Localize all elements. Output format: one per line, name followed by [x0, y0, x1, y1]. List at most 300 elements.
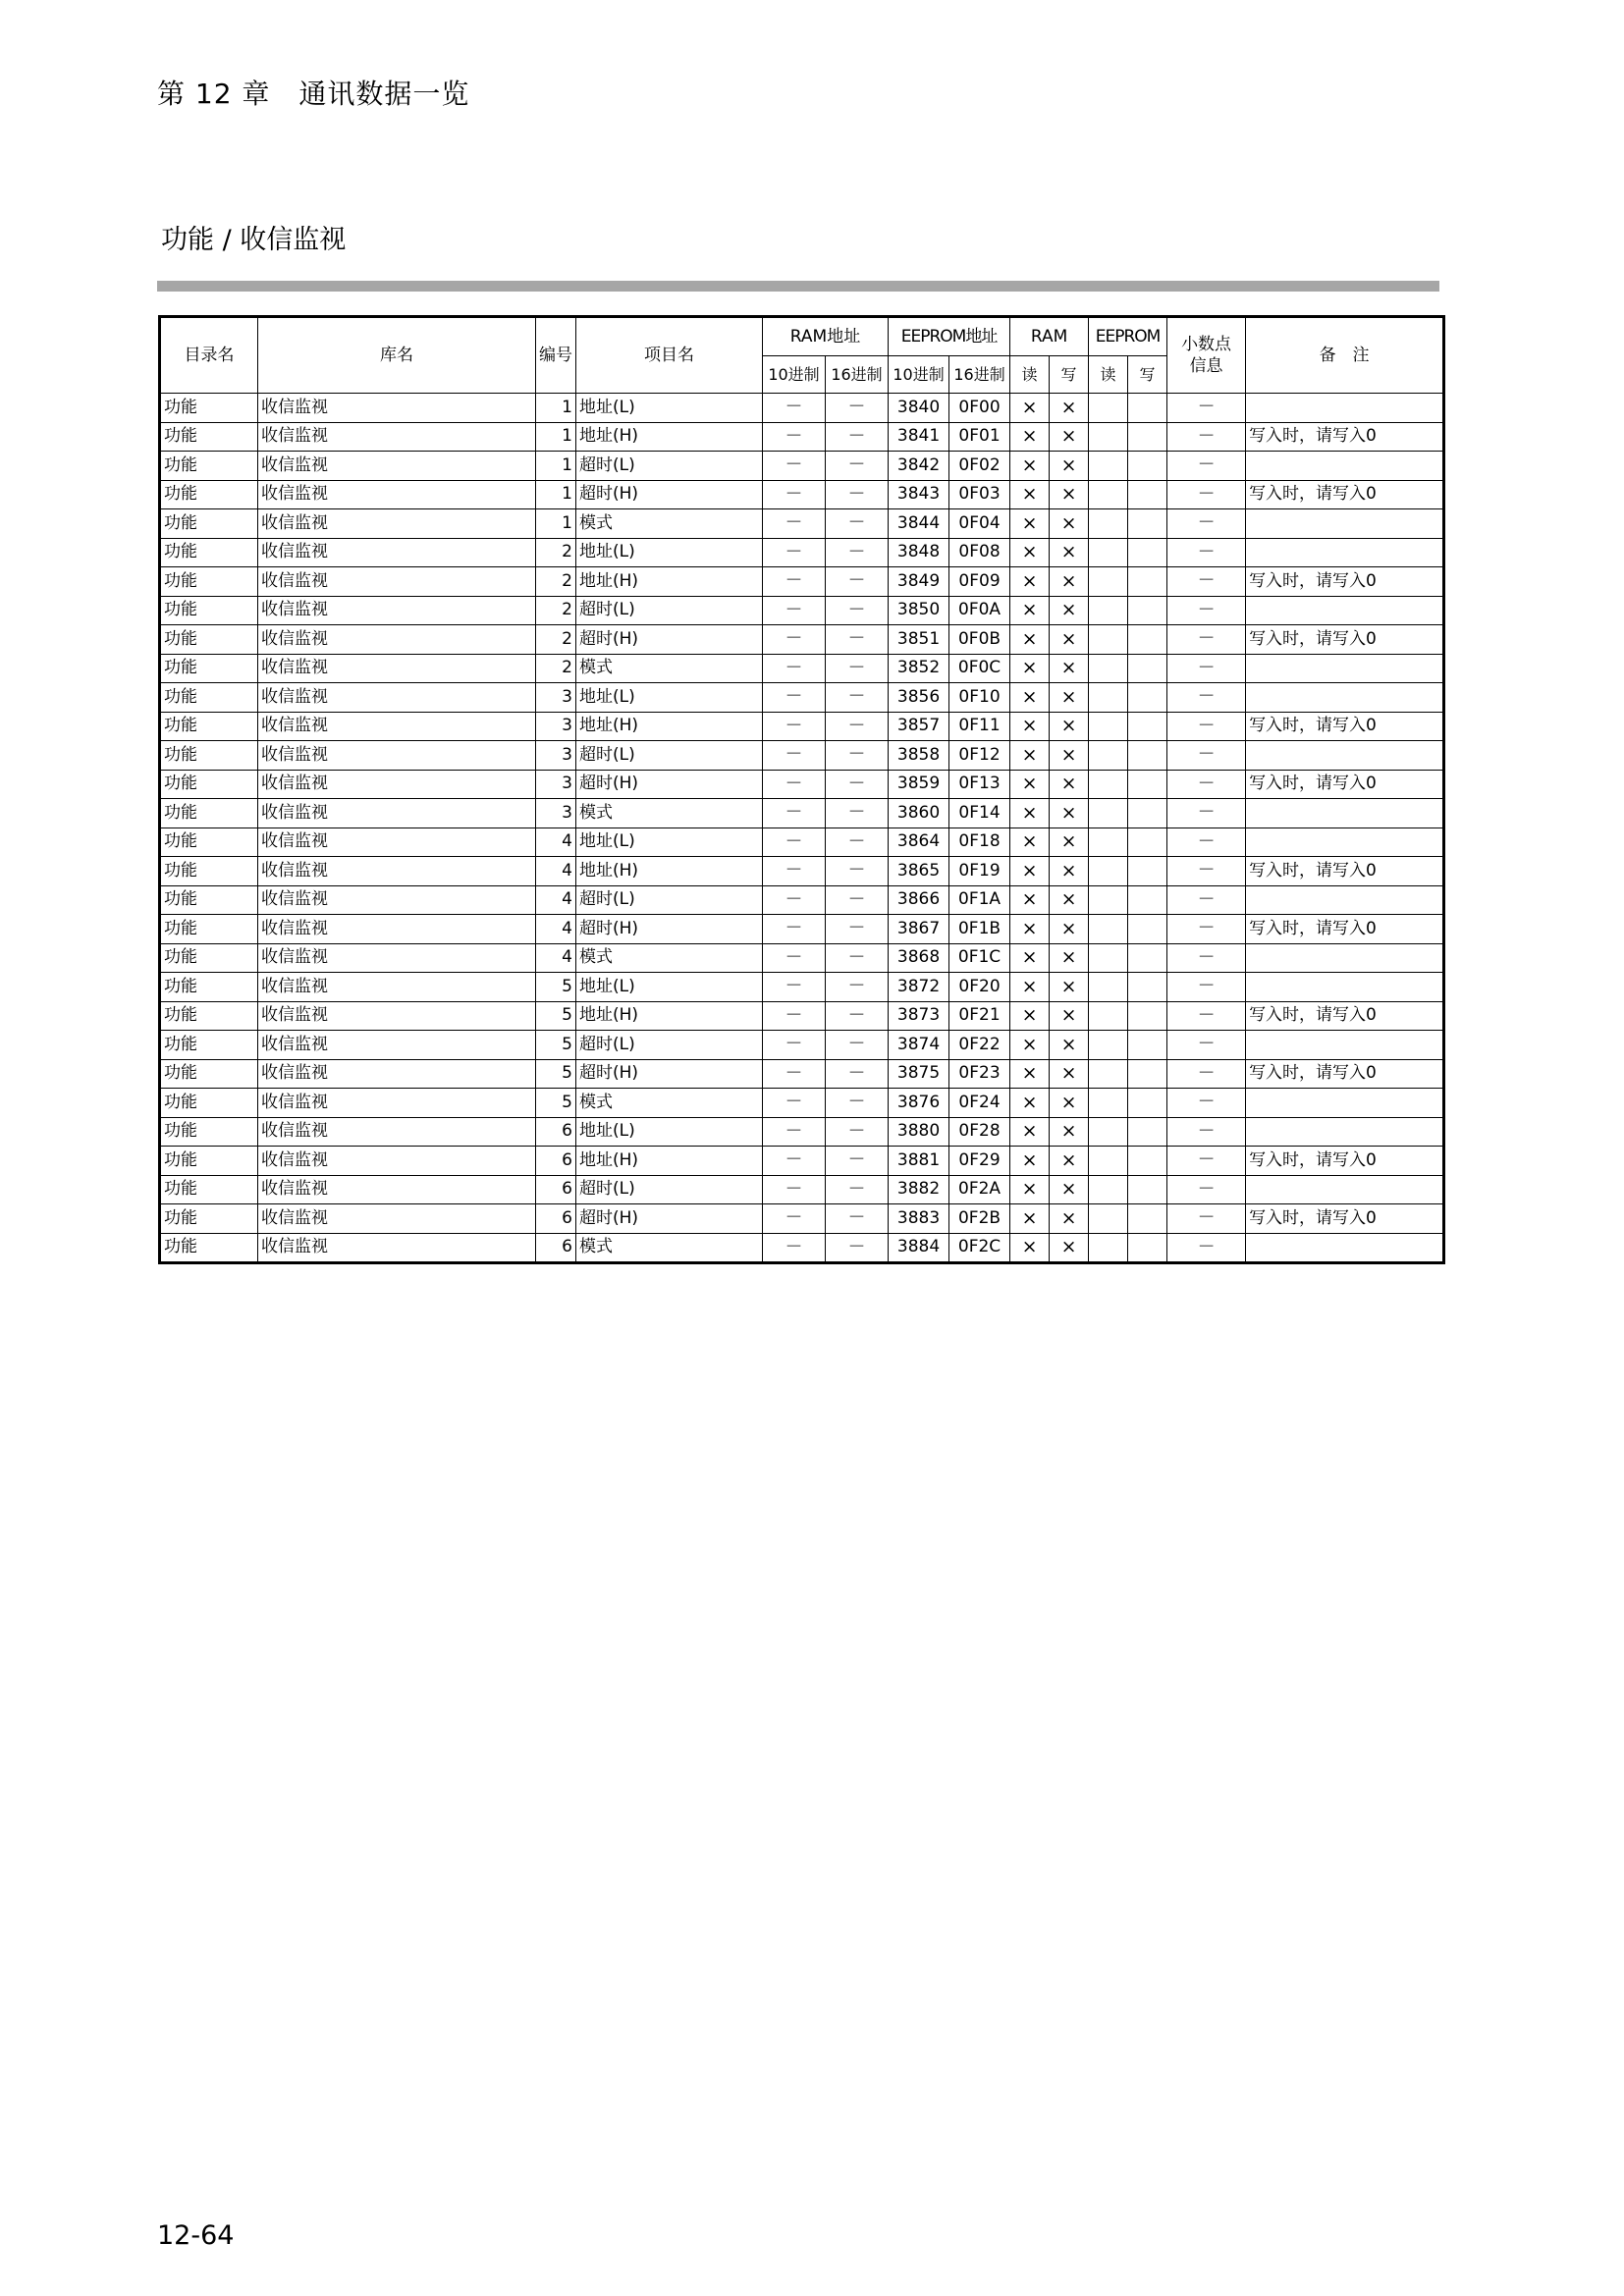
- cell-eeprom-read: [1089, 973, 1128, 1002]
- cell-ram-dec: －: [763, 885, 826, 915]
- table-row: [160, 538, 1444, 567]
- header-item: 项目名: [576, 317, 763, 394]
- cell-ram-write: ×: [1050, 509, 1089, 539]
- cell-ram-read: ×: [1010, 1001, 1050, 1031]
- cell-ram-hex: －: [826, 480, 889, 509]
- table-row: [160, 683, 1444, 713]
- cell-item: 超时(L): [576, 1031, 763, 1060]
- cell-eeprom-read: [1089, 915, 1128, 944]
- cell-item: 模式: [576, 509, 763, 539]
- table-row: [160, 1147, 1444, 1176]
- cell-item: 超时(H): [576, 480, 763, 509]
- header-eeprom-read: 读: [1089, 356, 1128, 394]
- cell-catalog: 功能: [160, 596, 258, 625]
- cell-eeprom-read: [1089, 509, 1128, 539]
- cell-eeprom-read: [1089, 1175, 1128, 1204]
- cell-library: 收信监视: [258, 654, 536, 683]
- cell-ram-write: ×: [1050, 654, 1089, 683]
- cell-catalog: 功能: [160, 394, 258, 423]
- cell-remarks: [1246, 596, 1444, 625]
- communication-data-table: [158, 315, 1445, 1264]
- table-row: [160, 857, 1444, 886]
- cell-eeprom-hex: 0F14: [949, 799, 1010, 828]
- cell-item: 超时(L): [576, 741, 763, 771]
- table-row: [160, 1059, 1444, 1089]
- cell-item: 地址(H): [576, 1147, 763, 1176]
- cell-catalog: 功能: [160, 654, 258, 683]
- cell-decimal-info: －: [1167, 915, 1246, 944]
- cell-eeprom-write: [1128, 596, 1167, 625]
- table-row: [160, 973, 1444, 1002]
- cell-eeprom-hex: 0F09: [949, 567, 1010, 597]
- table-row: [160, 1117, 1444, 1147]
- cell-ram-dec: －: [763, 452, 826, 481]
- cell-catalog: 功能: [160, 683, 258, 713]
- cell-remarks: 写入时，请写入0: [1246, 567, 1444, 597]
- cell-decimal-info: －: [1167, 741, 1246, 771]
- cell-eeprom-hex: 0F11: [949, 712, 1010, 741]
- cell-library: 收信监视: [258, 509, 536, 539]
- cell-eeprom-write: [1128, 1031, 1167, 1060]
- cell-ram-read: ×: [1010, 1233, 1050, 1263]
- cell-item: 地址(H): [576, 422, 763, 452]
- cell-ram-hex: －: [826, 1117, 889, 1147]
- cell-number: 4: [536, 943, 576, 973]
- cell-decimal-info: －: [1167, 1031, 1246, 1060]
- cell-ram-read: ×: [1010, 712, 1050, 741]
- cell-eeprom-dec: 3849: [889, 567, 949, 597]
- cell-eeprom-read: [1089, 422, 1128, 452]
- cell-eeprom-dec: 3882: [889, 1175, 949, 1204]
- table-row: [160, 828, 1444, 857]
- cell-eeprom-read: [1089, 857, 1128, 886]
- header-eeprom-address: EEPROM地址: [889, 317, 1010, 356]
- cell-ram-write: ×: [1050, 885, 1089, 915]
- cell-ram-hex: －: [826, 943, 889, 973]
- cell-ram-read: ×: [1010, 1089, 1050, 1118]
- cell-catalog: 功能: [160, 915, 258, 944]
- cell-catalog: 功能: [160, 538, 258, 567]
- cell-number: 1: [536, 509, 576, 539]
- cell-library: 收信监视: [258, 741, 536, 771]
- cell-number: 3: [536, 799, 576, 828]
- cell-ram-dec: －: [763, 1001, 826, 1031]
- table-row: [160, 741, 1444, 771]
- cell-eeprom-dec: 3843: [889, 480, 949, 509]
- cell-eeprom-read: [1089, 885, 1128, 915]
- cell-ram-write: ×: [1050, 915, 1089, 944]
- table-row: [160, 1175, 1444, 1204]
- cell-ram-hex: －: [826, 1089, 889, 1118]
- cell-ram-write: ×: [1050, 741, 1089, 771]
- cell-eeprom-read: [1089, 1001, 1128, 1031]
- table-row: [160, 712, 1444, 741]
- cell-ram-dec: －: [763, 538, 826, 567]
- cell-library: 收信监视: [258, 1031, 536, 1060]
- cell-eeprom-write: [1128, 885, 1167, 915]
- cell-eeprom-write: [1128, 741, 1167, 771]
- cell-item: 超时(L): [576, 452, 763, 481]
- cell-catalog: 功能: [160, 567, 258, 597]
- cell-remarks: [1246, 943, 1444, 973]
- cell-item: 超时(H): [576, 1059, 763, 1089]
- cell-library: 收信监视: [258, 1001, 536, 1031]
- cell-ram-read: ×: [1010, 973, 1050, 1002]
- cell-ram-dec: －: [763, 1175, 826, 1204]
- cell-eeprom-hex: 0F24: [949, 1089, 1010, 1118]
- header-eeprom-hex: 16进制: [949, 356, 1010, 394]
- cell-decimal-info: －: [1167, 1059, 1246, 1089]
- cell-ram-write: ×: [1050, 567, 1089, 597]
- cell-catalog: 功能: [160, 1001, 258, 1031]
- cell-library: 收信监视: [258, 770, 536, 799]
- cell-catalog: 功能: [160, 480, 258, 509]
- cell-catalog: 功能: [160, 1059, 258, 1089]
- cell-catalog: 功能: [160, 625, 258, 655]
- cell-ram-dec: －: [763, 1031, 826, 1060]
- cell-item: 地址(H): [576, 1001, 763, 1031]
- cell-decimal-info: －: [1167, 625, 1246, 655]
- cell-decimal-info: －: [1167, 509, 1246, 539]
- cell-ram-dec: －: [763, 509, 826, 539]
- cell-ram-hex: －: [826, 973, 889, 1002]
- cell-ram-dec: －: [763, 1059, 826, 1089]
- cell-eeprom-hex: 0F1C: [949, 943, 1010, 973]
- cell-eeprom-write: [1128, 654, 1167, 683]
- cell-eeprom-read: [1089, 799, 1128, 828]
- cell-eeprom-hex: 0F1B: [949, 915, 1010, 944]
- cell-number: 4: [536, 915, 576, 944]
- table-row: [160, 770, 1444, 799]
- cell-library: 收信监视: [258, 538, 536, 567]
- table-row: [160, 596, 1444, 625]
- cell-number: 2: [536, 654, 576, 683]
- cell-ram-read: ×: [1010, 770, 1050, 799]
- cell-decimal-info: －: [1167, 1147, 1246, 1176]
- cell-eeprom-hex: 0F03: [949, 480, 1010, 509]
- cell-ram-hex: －: [826, 683, 889, 713]
- cell-item: 地址(H): [576, 567, 763, 597]
- table-row: [160, 1233, 1444, 1263]
- cell-eeprom-write: [1128, 915, 1167, 944]
- cell-ram-write: ×: [1050, 683, 1089, 713]
- cell-catalog: 功能: [160, 799, 258, 828]
- cell-number: 6: [536, 1117, 576, 1147]
- cell-catalog: 功能: [160, 828, 258, 857]
- cell-eeprom-write: [1128, 973, 1167, 1002]
- cell-eeprom-hex: 0F0B: [949, 625, 1010, 655]
- cell-item: 地址(L): [576, 973, 763, 1002]
- cell-eeprom-hex: 0F00: [949, 394, 1010, 423]
- cell-ram-write: ×: [1050, 857, 1089, 886]
- cell-ram-dec: －: [763, 1204, 826, 1234]
- cell-decimal-info: －: [1167, 422, 1246, 452]
- cell-remarks: 写入时，请写入0: [1246, 857, 1444, 886]
- cell-eeprom-write: [1128, 1175, 1167, 1204]
- cell-eeprom-hex: 0F2B: [949, 1204, 1010, 1234]
- cell-ram-write: ×: [1050, 1031, 1089, 1060]
- cell-remarks: 写入时，请写入0: [1246, 915, 1444, 944]
- cell-ram-dec: －: [763, 1147, 826, 1176]
- cell-library: 收信监视: [258, 1147, 536, 1176]
- header-ram-write: 写: [1050, 356, 1089, 394]
- cell-ram-hex: －: [826, 654, 889, 683]
- cell-decimal-info: －: [1167, 712, 1246, 741]
- header-ram-read: 读: [1010, 356, 1050, 394]
- table-header-row-1: [160, 317, 1444, 356]
- cell-ram-hex: －: [826, 799, 889, 828]
- cell-library: 收信监视: [258, 596, 536, 625]
- header-number: 编号: [536, 317, 576, 394]
- cell-eeprom-read: [1089, 596, 1128, 625]
- cell-ram-read: ×: [1010, 1147, 1050, 1176]
- cell-item: 地址(H): [576, 857, 763, 886]
- cell-ram-hex: －: [826, 915, 889, 944]
- cell-eeprom-dec: 3873: [889, 1001, 949, 1031]
- cell-library: 收信监视: [258, 973, 536, 1002]
- cell-eeprom-write: [1128, 770, 1167, 799]
- cell-remarks: 写入时，请写入0: [1246, 1147, 1444, 1176]
- header-decimal-info: 小数点信息: [1167, 317, 1246, 394]
- cell-eeprom-hex: 0F23: [949, 1059, 1010, 1089]
- cell-ram-dec: －: [763, 596, 826, 625]
- cell-eeprom-dec: 3864: [889, 828, 949, 857]
- cell-eeprom-write: [1128, 394, 1167, 423]
- cell-eeprom-write: [1128, 509, 1167, 539]
- cell-ram-write: ×: [1050, 1175, 1089, 1204]
- cell-number: 1: [536, 422, 576, 452]
- cell-item: 超时(L): [576, 596, 763, 625]
- cell-ram-dec: －: [763, 394, 826, 423]
- cell-ram-hex: －: [826, 452, 889, 481]
- cell-ram-write: ×: [1050, 828, 1089, 857]
- cell-eeprom-dec: 3881: [889, 1147, 949, 1176]
- cell-eeprom-write: [1128, 828, 1167, 857]
- cell-ram-write: ×: [1050, 394, 1089, 423]
- cell-eeprom-write: [1128, 857, 1167, 886]
- cell-ram-dec: －: [763, 943, 826, 973]
- table-row: [160, 654, 1444, 683]
- cell-ram-hex: －: [826, 422, 889, 452]
- cell-remarks: 写入时，请写入0: [1246, 770, 1444, 799]
- cell-ram-read: ×: [1010, 654, 1050, 683]
- cell-eeprom-hex: 0F21: [949, 1001, 1010, 1031]
- cell-decimal-info: －: [1167, 1001, 1246, 1031]
- cell-remarks: [1246, 828, 1444, 857]
- cell-decimal-info: －: [1167, 394, 1246, 423]
- cell-ram-write: ×: [1050, 799, 1089, 828]
- cell-library: 收信监视: [258, 567, 536, 597]
- header-eeprom-dec: 10进制: [889, 356, 949, 394]
- cell-eeprom-dec: 3858: [889, 741, 949, 771]
- cell-item: 地址(L): [576, 394, 763, 423]
- cell-ram-write: ×: [1050, 1147, 1089, 1176]
- cell-ram-hex: －: [826, 885, 889, 915]
- cell-eeprom-write: [1128, 567, 1167, 597]
- cell-library: 收信监视: [258, 1117, 536, 1147]
- cell-eeprom-read: [1089, 1204, 1128, 1234]
- cell-catalog: 功能: [160, 1031, 258, 1060]
- cell-remarks: 写入时，请写入0: [1246, 625, 1444, 655]
- cell-ram-hex: －: [826, 625, 889, 655]
- cell-library: 收信监视: [258, 915, 536, 944]
- cell-eeprom-dec: 3868: [889, 943, 949, 973]
- cell-catalog: 功能: [160, 509, 258, 539]
- cell-decimal-info: －: [1167, 828, 1246, 857]
- header-eeprom-write: 写: [1128, 356, 1167, 394]
- cell-eeprom-dec: 3866: [889, 885, 949, 915]
- cell-ram-dec: －: [763, 1089, 826, 1118]
- cell-remarks: [1246, 1117, 1444, 1147]
- cell-remarks: [1246, 973, 1444, 1002]
- cell-ram-read: ×: [1010, 480, 1050, 509]
- cell-item: 地址(H): [576, 712, 763, 741]
- cell-eeprom-hex: 0F29: [949, 1147, 1010, 1176]
- cell-eeprom-dec: 3840: [889, 394, 949, 423]
- cell-ram-read: ×: [1010, 1059, 1050, 1089]
- cell-eeprom-read: [1089, 770, 1128, 799]
- cell-catalog: 功能: [160, 770, 258, 799]
- cell-ram-read: ×: [1010, 567, 1050, 597]
- cell-catalog: 功能: [160, 452, 258, 481]
- cell-ram-dec: －: [763, 567, 826, 597]
- cell-decimal-info: －: [1167, 857, 1246, 886]
- cell-number: 5: [536, 1059, 576, 1089]
- section-title: 功能 / 收信监视: [161, 225, 347, 255]
- cell-ram-hex: －: [826, 1059, 889, 1089]
- cell-remarks: [1246, 1233, 1444, 1263]
- cell-decimal-info: －: [1167, 654, 1246, 683]
- cell-ram-write: ×: [1050, 596, 1089, 625]
- cell-number: 3: [536, 683, 576, 713]
- cell-catalog: 功能: [160, 712, 258, 741]
- cell-eeprom-dec: 3875: [889, 1059, 949, 1089]
- cell-eeprom-hex: 0F18: [949, 828, 1010, 857]
- cell-eeprom-read: [1089, 1147, 1128, 1176]
- cell-catalog: 功能: [160, 1117, 258, 1147]
- cell-eeprom-hex: 0F0A: [949, 596, 1010, 625]
- cell-ram-read: ×: [1010, 1031, 1050, 1060]
- cell-eeprom-write: [1128, 712, 1167, 741]
- header-ram: RAM: [1010, 317, 1089, 356]
- cell-ram-hex: －: [826, 770, 889, 799]
- cell-ram-hex: －: [826, 1204, 889, 1234]
- cell-number: 1: [536, 452, 576, 481]
- cell-eeprom-read: [1089, 1059, 1128, 1089]
- cell-eeprom-hex: 0F01: [949, 422, 1010, 452]
- cell-eeprom-read: [1089, 654, 1128, 683]
- cell-ram-write: ×: [1050, 625, 1089, 655]
- cell-ram-dec: －: [763, 625, 826, 655]
- cell-library: 收信监视: [258, 828, 536, 857]
- cell-ram-write: ×: [1050, 712, 1089, 741]
- cell-eeprom-write: [1128, 799, 1167, 828]
- cell-eeprom-write: [1128, 1001, 1167, 1031]
- cell-decimal-info: －: [1167, 1117, 1246, 1147]
- cell-item: 超时(H): [576, 915, 763, 944]
- cell-ram-write: ×: [1050, 1204, 1089, 1234]
- cell-remarks: [1246, 509, 1444, 539]
- cell-eeprom-dec: 3876: [889, 1089, 949, 1118]
- cell-eeprom-dec: 3841: [889, 422, 949, 452]
- cell-ram-read: ×: [1010, 1204, 1050, 1234]
- table-row: [160, 1001, 1444, 1031]
- cell-remarks: [1246, 1089, 1444, 1118]
- cell-ram-read: ×: [1010, 452, 1050, 481]
- cell-eeprom-read: [1089, 712, 1128, 741]
- cell-item: 模式: [576, 1089, 763, 1118]
- cell-library: 收信监视: [258, 885, 536, 915]
- cell-eeprom-dec: 3852: [889, 654, 949, 683]
- cell-library: 收信监视: [258, 857, 536, 886]
- table-row: [160, 394, 1444, 423]
- cell-eeprom-dec: 3844: [889, 509, 949, 539]
- cell-decimal-info: －: [1167, 1175, 1246, 1204]
- cell-ram-read: ×: [1010, 943, 1050, 973]
- cell-eeprom-hex: 0F28: [949, 1117, 1010, 1147]
- cell-decimal-info: －: [1167, 1204, 1246, 1234]
- cell-catalog: 功能: [160, 1089, 258, 1118]
- table-row: [160, 885, 1444, 915]
- cell-number: 4: [536, 857, 576, 886]
- cell-eeprom-dec: 3856: [889, 683, 949, 713]
- cell-ram-read: ×: [1010, 828, 1050, 857]
- cell-remarks: 写入时，请写入0: [1246, 1001, 1444, 1031]
- cell-item: 超时(H): [576, 1204, 763, 1234]
- cell-eeprom-read: [1089, 1233, 1128, 1263]
- cell-ram-hex: －: [826, 1147, 889, 1176]
- cell-ram-read: ×: [1010, 741, 1050, 771]
- cell-eeprom-dec: 3872: [889, 973, 949, 1002]
- cell-eeprom-write: [1128, 943, 1167, 973]
- cell-eeprom-hex: 0F13: [949, 770, 1010, 799]
- cell-ram-read: ×: [1010, 509, 1050, 539]
- cell-remarks: 写入时，请写入0: [1246, 712, 1444, 741]
- table-row: [160, 422, 1444, 452]
- cell-ram-dec: －: [763, 654, 826, 683]
- cell-eeprom-dec: 3865: [889, 857, 949, 886]
- table-row: [160, 480, 1444, 509]
- table-row: [160, 1089, 1444, 1118]
- cell-eeprom-hex: 0F12: [949, 741, 1010, 771]
- cell-library: 收信监视: [258, 712, 536, 741]
- cell-eeprom-read: [1089, 567, 1128, 597]
- cell-library: 收信监视: [258, 480, 536, 509]
- cell-ram-dec: －: [763, 770, 826, 799]
- cell-number: 2: [536, 567, 576, 597]
- cell-decimal-info: －: [1167, 596, 1246, 625]
- cell-ram-dec: －: [763, 915, 826, 944]
- cell-ram-write: ×: [1050, 1089, 1089, 1118]
- cell-eeprom-dec: 3859: [889, 770, 949, 799]
- cell-eeprom-write: [1128, 1204, 1167, 1234]
- cell-ram-hex: －: [826, 1001, 889, 1031]
- cell-number: 4: [536, 828, 576, 857]
- cell-item: 模式: [576, 943, 763, 973]
- cell-ram-write: ×: [1050, 1001, 1089, 1031]
- cell-eeprom-read: [1089, 625, 1128, 655]
- cell-number: 5: [536, 1001, 576, 1031]
- cell-library: 收信监视: [258, 1204, 536, 1234]
- cell-eeprom-write: [1128, 480, 1167, 509]
- cell-eeprom-dec: 3880: [889, 1117, 949, 1147]
- cell-item: 地址(L): [576, 1117, 763, 1147]
- cell-eeprom-write: [1128, 1147, 1167, 1176]
- cell-decimal-info: －: [1167, 452, 1246, 481]
- cell-ram-write: ×: [1050, 422, 1089, 452]
- cell-catalog: 功能: [160, 1175, 258, 1204]
- cell-number: 1: [536, 480, 576, 509]
